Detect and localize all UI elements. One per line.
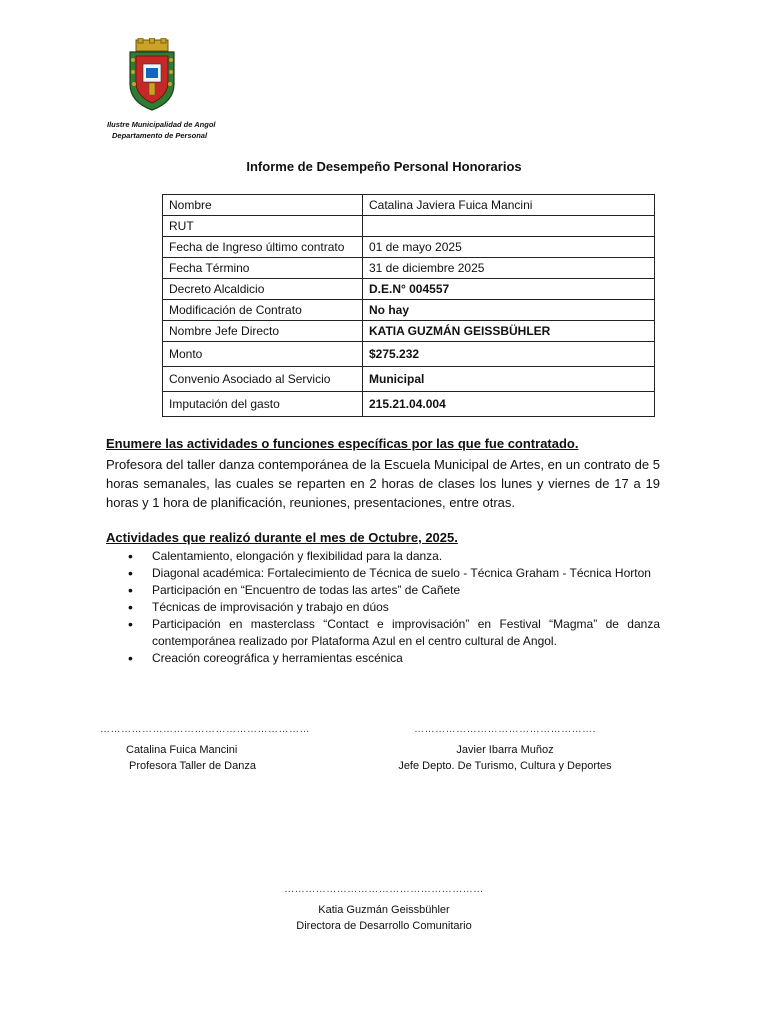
signer-name: Katia Guzmán Geissbühler [318,904,450,916]
table-value: D.E.N° 004557 [363,279,655,300]
table-row [163,216,655,237]
table-value: Municipal [363,367,655,392]
signature-line: ……………………………………………. [414,724,596,735]
signer-role: Profesora Taller de Danza [129,760,256,772]
list-item: • Técnicas de improvisación y trabajo en dúos [106,599,660,616]
list-item: • Participación en masterclass “Contact e improvisación” en Festival “Magma” de danza contemporánea realizado por Plataforma Azul en el centro cultural de Angol. [106,616,660,650]
list-item: • Participación en “Encuentro de todas las artes” de Cañete [106,582,660,599]
org-line-1: Ilustre Municipalidad de Angol [107,120,216,129]
table-value: 215.21.04.004 [363,392,655,417]
table-row [163,321,655,342]
table-row [163,342,655,367]
info-table [162,194,655,417]
table-label: Modificación de Contrato [163,300,363,321]
functions-paragraph: Profesora del taller danza contemporánea de la Escuela Municipal de Artes, en un contrato de 5 horas semanales, las cuales se reparten en 2 horas de clases los lunes y viernes de 17 a 19 horas y 1 hora de planificación, reuniones, presentaciones, entre otras. [106,457,660,510]
table-label: Fecha de Ingreso último contrato [163,237,363,258]
signature-block-director [259,882,509,934]
table-row [163,237,655,258]
table-value: 01 de mayo 2025 [363,237,655,258]
signature-block-teacher [100,722,310,774]
table-row [163,258,655,279]
signature-line: …………………………………………………… [100,724,310,735]
table-label: Convenio Asociado al Servicio [163,367,363,392]
activities-list [106,548,660,667]
signer-role: Directora de Desarrollo Comunitario [296,920,472,932]
signature-line: ………………………………………………… [284,884,484,895]
table-row [163,367,655,392]
table-label: Decreto Alcaldicio [163,279,363,300]
document-title: Informe de Desempeño Personal Honorarios [246,159,522,174]
signer-name: Catalina Fuica Mancini [126,744,238,756]
table-value [363,216,655,237]
municipal-crest-icon [122,38,182,112]
table-label: Fecha Término [163,258,363,279]
table-value: 31 de diciembre 2025 [363,258,655,279]
table-row [163,300,655,321]
org-line-2: Departamento de Personal [112,131,208,140]
table-label: Nombre [163,195,363,216]
table-value: $275.232 [363,342,655,367]
list-item: • Calentamiento, elongación y flexibilidad para la danza. [106,548,660,565]
table-label: Nombre Jefe Directo [163,321,363,342]
table-row [163,392,655,417]
section-heading-functions: Enumere las actividades o funciones específicas por las que fue contratado. [106,436,579,451]
table-label: Monto [163,342,363,367]
table-label: Imputación del gasto [163,392,363,417]
table-row [163,195,655,216]
table-label: RUT [163,216,363,237]
table-row [163,279,655,300]
table-value: Catalina Javiera Fuica Mancini [363,195,655,216]
section-heading-activities: Actividades que realizó durante el mes de Octubre, 2025. [106,530,458,545]
list-item: • Creación coreográfica y herramientas escénica [106,650,660,667]
signer-name: Javier Ibarra Muñoz [456,744,554,756]
signer-role: Jefe Depto. De Turismo, Cultura y Deportes [398,760,612,772]
table-value: KATIA GUZMÁN GEISSBÜHLER [363,321,655,342]
organization-name [107,119,215,141]
table-value: No hay [363,300,655,321]
signature-block-department-head [380,722,630,774]
list-item: • Diagonal académica: Fortalecimiento de Técnica de suelo - Técnica Graham - Técnica Horton [106,565,660,582]
